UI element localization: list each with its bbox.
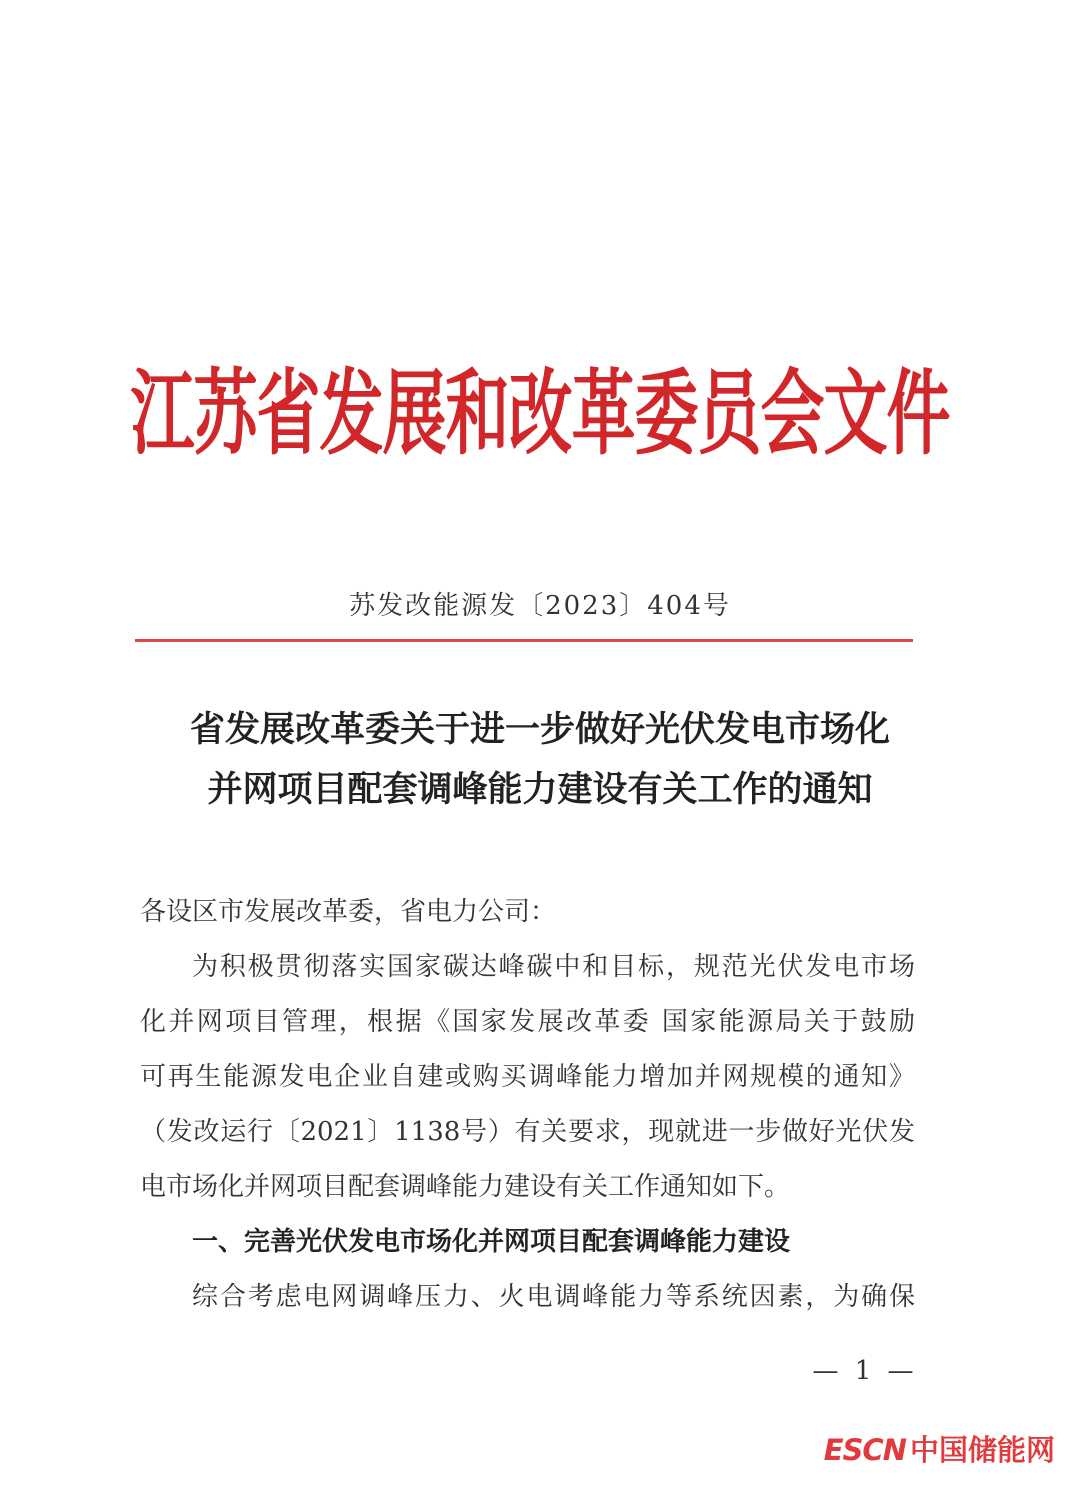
section-heading-1: 一、完善光伏发电市场化并网项目配套调峰能力建设 — [192, 1227, 791, 1257]
notice-title-line-2: 并网项目配套调峰能力建设有关工作的通知 — [207, 770, 873, 810]
notice-title-line-1: 省发展改革委关于进一步做好光伏发电市场化 — [189, 710, 890, 750]
body-text — [140, 885, 915, 1325]
watermark-brand: ESCN — [823, 1433, 906, 1467]
document-number: 苏发改能源发〔2023〕404号 — [349, 591, 731, 621]
paragraph-line: 化并网项目管理，根据《国家发展改革委 国家能源局关于鼓励 — [140, 1007, 915, 1037]
notice-title — [0, 700, 1080, 820]
paragraph-line: 为积极贯彻落实国家碳达峰碳中和目标，规范光伏发电市场 — [192, 952, 915, 982]
paragraph-line: 可再生能源发电企业自建或购买调峰能力增加并网规模的通知》 — [140, 1062, 915, 1092]
page-number: — 1 — — [812, 1356, 918, 1386]
paragraph-line: （发改运行〔2021〕1138号）有关要求，现就进一步做好光伏发 — [140, 1117, 915, 1147]
escn-watermark — [824, 1428, 1055, 1469]
issuing-authority-header: 江苏省发展和改革委员会文件 — [130, 361, 950, 469]
red-divider-line — [135, 639, 913, 642]
salutation: 各设区市发展改革委，省电力公司： — [140, 897, 557, 927]
paragraph-line: 综合考虑电网调峰压力、火电调峰能力等系统因素，为确保 — [192, 1282, 915, 1312]
watermark-name: 中国储能网 — [909, 1433, 1055, 1467]
paragraph-line: 电市场化并网项目配套调峰能力建设有关工作通知如下。 — [140, 1172, 791, 1202]
